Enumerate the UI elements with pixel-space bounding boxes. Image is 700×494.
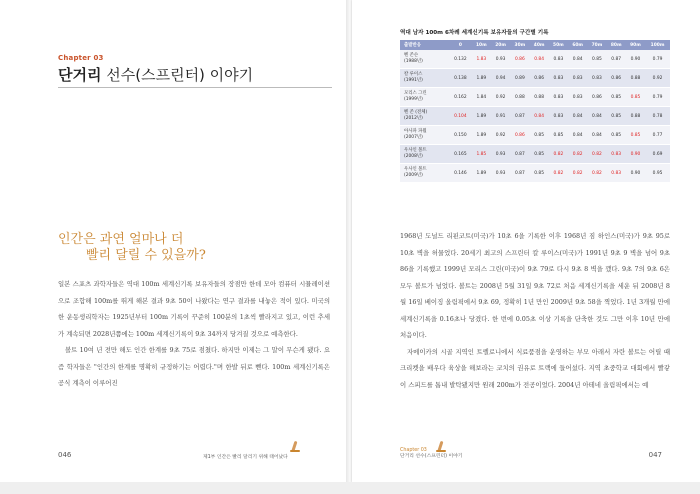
split-time-cell: 0.87 xyxy=(510,107,529,126)
running-head-left: 제1부 인간은 빨리 달리기 위해 태어났다 xyxy=(203,455,288,460)
split-time-cell: 0.87 xyxy=(510,145,529,164)
athlete-name: 벤 존 (전체) xyxy=(404,110,428,115)
athlete-name: 우사인 볼트 xyxy=(404,148,427,153)
split-time-cell: 0.83 xyxy=(607,164,626,183)
column-header: 50m xyxy=(549,40,568,50)
split-time-cell: 0.85 xyxy=(530,164,549,183)
paragraph: 볼트 10여 년 전만 해도 인간 한계를 9초 75로 점쳤다. 하지만 이제는 그 말이 무슨게 됐다. 요즘 학자들은 "인간의 한계를 명확히 규정하기는 어렵다."며 한발 뒤로 뺀다. 100m 세계신기록은 공식 계측이 이루어진 xyxy=(58,346,330,387)
table-row xyxy=(400,88,670,107)
split-time-cell: 0.85 xyxy=(626,88,645,107)
record-year: (1988년) xyxy=(404,59,423,64)
record-year: (1999년) xyxy=(404,97,423,102)
split-time-cell: 0.87 xyxy=(510,164,529,183)
headline-line-1: 인간은 과연 얼마나 더 xyxy=(58,232,184,247)
split-time-cell: 0.88 xyxy=(510,88,529,107)
split-time-cell: 0.82 xyxy=(568,164,587,183)
split-time-cell: 0.83 xyxy=(568,88,587,107)
column-header: 80m xyxy=(607,40,626,50)
next-page-edge xyxy=(0,482,700,494)
split-times-table xyxy=(400,40,670,183)
column-header: 20m xyxy=(491,40,510,50)
split-time-cell: 0.84 xyxy=(568,107,587,126)
split-time-cell: 0.87 xyxy=(607,50,626,69)
split-time-cell: 0.89 xyxy=(510,69,529,88)
split-time-cell: 0.92 xyxy=(645,69,670,88)
chapter-title-bold: 단거리 xyxy=(58,66,102,84)
athlete-name: 우사인 볼트 xyxy=(404,167,427,172)
split-time-cell: 0.86 xyxy=(510,50,529,69)
running-head-title: 단거리 선수(스프린터) 이야기 xyxy=(400,454,463,459)
table-row xyxy=(400,164,670,183)
split-time-cell: 0.85 xyxy=(549,126,568,145)
split-time-cell: 0.85 xyxy=(607,126,626,145)
chapter-title-rest: 선수(스프린터) 이야기 xyxy=(106,66,254,84)
split-time-cell: 0.88 xyxy=(530,88,549,107)
column-header: 100m xyxy=(645,40,670,50)
paragraph: 자메이카의 시골 지역인 트렐로니에서 식료품점을 운영하는 부모 아래서 자란 볼트는 어릴 때 크리켓을 배우다 육상을 해보라는 코치의 권유로 트랙에 들어섰다. 지역 초중학교 대회에서 빨갛이 스피드를 톱내 발탁됐지만 원래 200m가 전공이었다. 2004년 아테네 올림픽에서는 예 xyxy=(400,347,670,389)
chapter-title xyxy=(58,64,253,85)
split-time-cell: 0.165 xyxy=(449,145,472,164)
split-time-cell: 0.84 xyxy=(530,50,549,69)
record-year: (2012년) xyxy=(404,116,423,121)
split-time-cell: 0.84 xyxy=(568,50,587,69)
record-year: (1991년) xyxy=(404,78,423,83)
table-body xyxy=(400,50,670,183)
athlete-cell xyxy=(400,69,449,88)
split-time-cell: 0.82 xyxy=(587,164,606,183)
split-time-cell: 0.85 xyxy=(607,88,626,107)
left-page xyxy=(0,0,348,482)
running-head-right xyxy=(400,448,462,460)
table-row xyxy=(400,50,670,69)
split-time-cell: 0.77 xyxy=(645,126,670,145)
split-time-cell: 0.86 xyxy=(530,69,549,88)
split-time-cell: 0.146 xyxy=(449,164,472,183)
athlete-name: 모리스 그린 xyxy=(404,91,427,96)
split-time-cell: 0.83 xyxy=(549,69,568,88)
split-time-cell: 0.82 xyxy=(549,164,568,183)
split-time-cell: 0.83 xyxy=(549,50,568,69)
left-body-text xyxy=(58,276,330,392)
split-time-cell: 1.84 xyxy=(472,88,491,107)
split-time-cell: 0.85 xyxy=(607,107,626,126)
split-time-cell: 0.90 xyxy=(626,145,645,164)
split-time-cell: 0.150 xyxy=(449,126,472,145)
split-time-cell: 1.89 xyxy=(472,164,491,183)
split-time-cell: 0.83 xyxy=(607,145,626,164)
column-header: 10m xyxy=(472,40,491,50)
split-time-cell: 0.85 xyxy=(530,145,549,164)
split-time-cell: 0.84 xyxy=(568,126,587,145)
feather-ornament-icon xyxy=(436,441,446,453)
split-time-cell: 0.104 xyxy=(449,107,472,126)
split-time-cell: 0.88 xyxy=(626,69,645,88)
split-time-cell: 0.82 xyxy=(568,145,587,164)
split-time-cell: 0.83 xyxy=(587,69,606,88)
athlete-name: 아사파 파월 xyxy=(404,129,427,134)
athlete-name: 칼 루이스 xyxy=(404,72,423,77)
split-time-cell: 0.83 xyxy=(568,69,587,88)
split-time-cell: 0.85 xyxy=(530,126,549,145)
split-time-cell: 0.93 xyxy=(491,145,510,164)
column-header: 70m xyxy=(587,40,606,50)
split-time-cell: 0.83 xyxy=(549,88,568,107)
split-time-cell: 0.78 xyxy=(645,107,670,126)
athlete-cell xyxy=(400,145,449,164)
split-time-cell: 0.90 xyxy=(626,164,645,183)
athlete-cell xyxy=(400,88,449,107)
column-header: 30m xyxy=(510,40,529,50)
split-time-cell: 0.92 xyxy=(491,88,510,107)
page-number-left: 046 xyxy=(58,451,72,459)
athlete-cell xyxy=(400,50,449,69)
page-number-right: 047 xyxy=(648,451,662,459)
running-head-chapter: Chapter 03 xyxy=(400,448,427,453)
split-time-cell: 0.94 xyxy=(491,69,510,88)
split-time-cell: 0.90 xyxy=(626,50,645,69)
paragraph: 1968년 도널드 리핀코트(미국)가 10초 6을 기록한 이후 1968년 짐 하인스(미국)가 9초 95로 10초 벽을 허물었다. 20세기 최고의 스프린터 칼 루이스(미국)가 1991년 9초 9 벽을 넘어 9초 86을 기록했고 1999년 모리스 그린(미국)이 9초 79로 다시 9초 8 벽을 깼다. 9초 7의 9초 6은 모두 볼트가 넘었다. 볼트는 2008년 5월 31일 9초 72로 처음 세계신기록을 세운 뒤 2008년 8월 16일 베이징 올림픽에서 9초 69, 정확히 1년 만인 2009년 9초 58을 찍었다. 1년 3개월 만에 세계신기록을 0.16초나 당겼다. 한 번에 0.05초 이상 기록을 단축한 것도 그만 이후 10년 만에 처음이다. xyxy=(400,232,670,339)
split-time-cell: 0.84 xyxy=(587,107,606,126)
split-time-cell: 1.89 xyxy=(472,126,491,145)
paragraph: 일본 스포츠 과학자들은 역대 100m 세계신기록 보유자들의 장점만 한데 모아 컴퓨터 시뮬레이션으로 조합해 100m를 뛰게 해본 결과 9초 50이 나왔다는 연구 결과를 내놓은 적이 있다. 미국의 한 운동생리학자는 1925년부터 100m 기록이 꾸준히 100분의 1초씩 빨라지고 있고, 이런 추세가 계속되면 2028년쯤에는 100m 세계신기록이 9초 34까지 당겨질 것으로 예측한다. xyxy=(58,280,330,338)
column-header: 90m xyxy=(626,40,645,50)
split-time-cell: 0.69 xyxy=(645,145,670,164)
column-header: 40m xyxy=(530,40,549,50)
split-time-cell: 0.84 xyxy=(587,126,606,145)
split-time-cell: 0.85 xyxy=(587,50,606,69)
column-header: 60m xyxy=(568,40,587,50)
table-row xyxy=(400,145,670,164)
split-time-cell: 0.95 xyxy=(645,164,670,183)
split-time-cell: 0.82 xyxy=(549,145,568,164)
section-headline xyxy=(58,232,206,264)
split-time-cell: 0.84 xyxy=(530,107,549,126)
record-year: (2008년) xyxy=(404,154,423,159)
split-time-cell: 1.83 xyxy=(472,50,491,69)
record-year: (2009년) xyxy=(404,173,423,178)
record-year: (2007년) xyxy=(404,135,423,140)
athlete-name: 벤 존슨 xyxy=(404,53,419,58)
chapter-number: Chapter 03 xyxy=(58,54,104,62)
chapter-divider xyxy=(58,87,332,88)
split-time-cell: 0.88 xyxy=(626,107,645,126)
split-time-cell: 0.79 xyxy=(645,50,670,69)
athlete-cell xyxy=(400,126,449,145)
split-time-cell: 0.82 xyxy=(587,145,606,164)
athlete-cell xyxy=(400,164,449,183)
split-time-cell: 1.89 xyxy=(472,69,491,88)
table-row xyxy=(400,107,670,126)
split-time-cell: 1.89 xyxy=(472,107,491,126)
column-header: 출발반응 xyxy=(400,40,449,50)
split-time-cell: 0.83 xyxy=(549,107,568,126)
headline-line-2: 빨리 달릴 수 있을까? xyxy=(86,248,206,263)
split-time-cell: 0.138 xyxy=(449,69,472,88)
split-time-cell: 0.86 xyxy=(510,126,529,145)
feather-ornament-icon xyxy=(290,441,300,453)
split-time-cell: 0.93 xyxy=(491,50,510,69)
split-time-cell: 0.86 xyxy=(607,69,626,88)
split-time-cell: 0.132 xyxy=(449,50,472,69)
split-time-cell: 0.162 xyxy=(449,88,472,107)
split-time-cell: 0.79 xyxy=(645,88,670,107)
right-page xyxy=(352,0,700,482)
split-time-cell: 0.85 xyxy=(626,126,645,145)
right-body-text xyxy=(400,228,670,393)
column-header: 0 xyxy=(449,40,472,50)
split-time-cell: 1.85 xyxy=(472,145,491,164)
table-header-row xyxy=(400,40,670,50)
table-row xyxy=(400,126,670,145)
table-row xyxy=(400,69,670,88)
split-time-cell: 0.86 xyxy=(587,88,606,107)
split-time-cell: 0.91 xyxy=(491,107,510,126)
athlete-cell xyxy=(400,107,449,126)
table-title: 역대 남자 100m 6차례 세계신기록 보유자들의 구간별 기록 xyxy=(400,30,549,36)
split-time-cell: 0.93 xyxy=(491,164,510,183)
split-time-cell: 0.92 xyxy=(491,126,510,145)
